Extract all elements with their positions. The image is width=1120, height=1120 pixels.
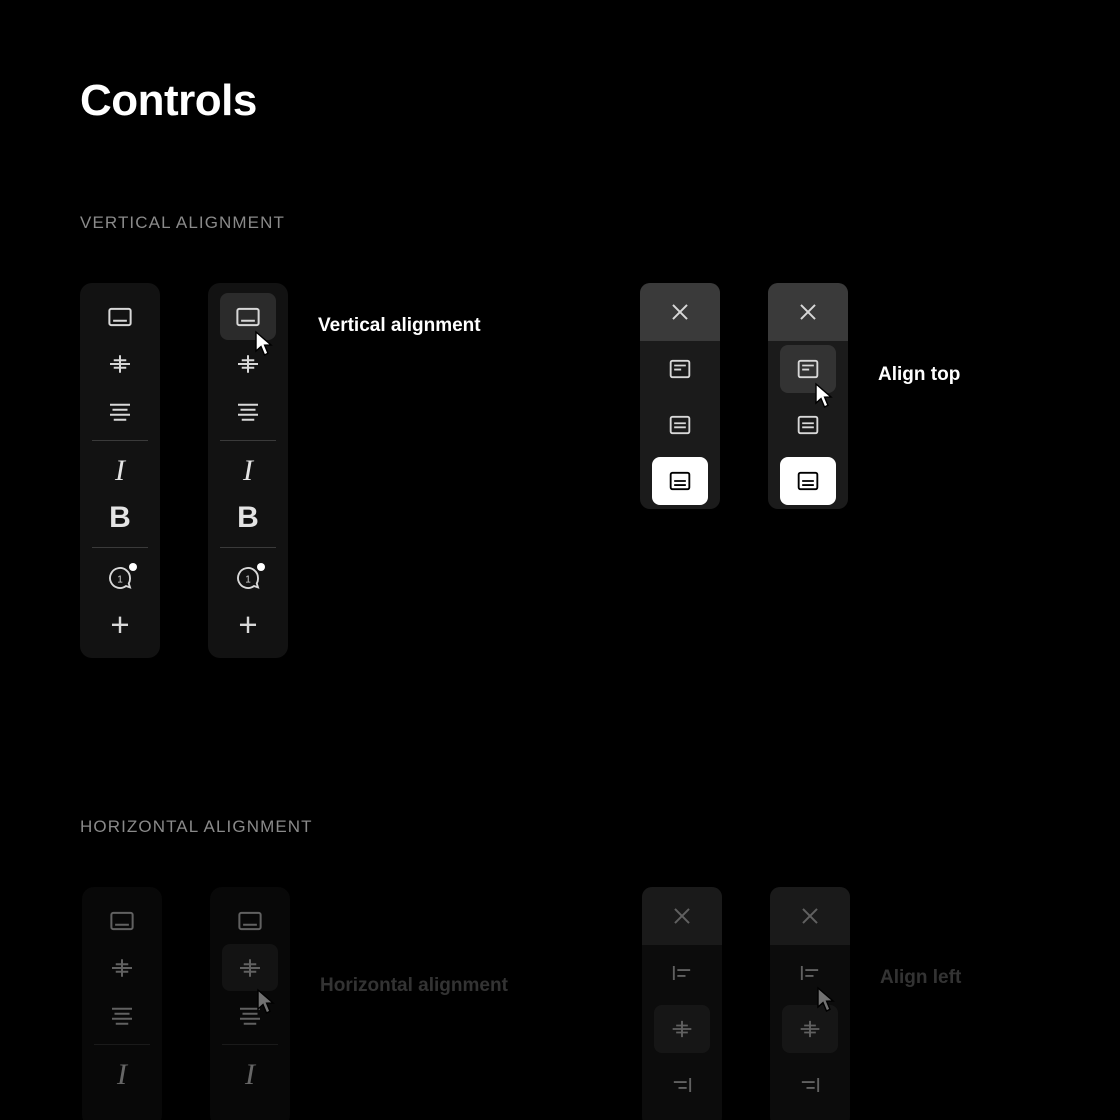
text-align-icon [107, 1000, 137, 1030]
menu-close-button[interactable] [770, 887, 850, 945]
toolbar-divider [92, 440, 148, 441]
toolbar-item-comment[interactable] [220, 554, 276, 601]
toolbar-vertical-resting [80, 283, 160, 658]
italic-icon: I [115, 453, 125, 487]
italic-icon: I [245, 1057, 255, 1091]
add-icon: + [110, 606, 130, 643]
align-center-horizontal-icon [107, 953, 137, 983]
align-center-horizontal-icon [105, 349, 135, 379]
toolbar-item-italic[interactable] [220, 447, 276, 494]
menu-item-align-middle[interactable] [652, 401, 708, 449]
menu-item-align-center[interactable] [782, 1005, 838, 1053]
align-bottom-icon [235, 906, 265, 936]
caption-align-top: Align top [878, 364, 961, 385]
toolbar-item-align-center-horizontal[interactable] [222, 944, 278, 991]
italic-icon: I [243, 453, 253, 487]
align-center-horizontal-icon [235, 953, 265, 983]
toolbar-item-bold[interactable] [92, 494, 148, 541]
toolbar-item-add[interactable] [92, 601, 148, 648]
menu-item-align-top[interactable] [652, 345, 708, 393]
menu-item-align-bottom[interactable] [652, 457, 708, 505]
toolbar-item-align-bottom[interactable] [220, 293, 276, 340]
caption-vertical-alignment: Vertical alignment [318, 315, 481, 336]
menu-item-align-left[interactable] [782, 949, 838, 997]
toolbar-horizontal-resting [82, 887, 162, 1120]
align-bottom-icon [794, 467, 822, 495]
align-middle-icon [666, 411, 694, 439]
align-right-icon [668, 1071, 696, 1099]
comment-badge-dot [129, 563, 137, 571]
menu-item-align-middle[interactable] [780, 401, 836, 449]
menu-horizontal-alignment-resting [642, 887, 722, 1120]
align-center-icon [668, 1015, 696, 1043]
menu-item-align-bottom[interactable] [780, 457, 836, 505]
align-top-icon [666, 355, 694, 383]
toolbar-item-align-center-horizontal[interactable] [94, 944, 150, 991]
align-bottom-icon [105, 302, 135, 332]
menu-item-align-center[interactable] [654, 1005, 710, 1053]
bold-icon: B [109, 500, 131, 534]
section-label-horizontal: HORIZONTAL ALIGNMENT [80, 817, 313, 836]
align-bottom-icon [666, 467, 694, 495]
add-icon: + [238, 606, 258, 643]
menu-vertical-alignment-resting [640, 283, 720, 509]
align-middle-icon [794, 411, 822, 439]
italic-icon: I [117, 1057, 127, 1091]
toolbar-divider [220, 547, 276, 548]
close-icon [797, 903, 823, 929]
close-icon [669, 903, 695, 929]
menu-horizontal-alignment-hovered [770, 887, 850, 1120]
align-bottom-icon [233, 302, 263, 332]
menu-close-button[interactable] [768, 283, 848, 341]
text-align-icon [235, 1000, 265, 1030]
toolbar-item-align-center-horizontal[interactable] [92, 340, 148, 387]
toolbar-item-italic[interactable] [222, 1051, 278, 1098]
toolbar-item-add[interactable] [220, 601, 276, 648]
toolbar-item-text-align[interactable] [220, 387, 276, 434]
toolbar-item-align-center-horizontal[interactable] [220, 340, 276, 387]
align-center-icon [796, 1015, 824, 1043]
toolbar-divider [220, 440, 276, 441]
align-left-icon [668, 959, 696, 987]
toolbar-vertical-hovered [208, 283, 288, 658]
menu-item-align-right[interactable] [782, 1061, 838, 1109]
section-label-vertical: VERTICAL ALIGNMENT [80, 213, 285, 232]
toolbar-item-text-align[interactable] [92, 387, 148, 434]
menu-item-align-right[interactable] [654, 1061, 710, 1109]
menu-vertical-alignment-hovered [768, 283, 848, 509]
align-bottom-icon [107, 906, 137, 936]
toolbar-item-text-align[interactable] [222, 991, 278, 1038]
toolbar-divider [94, 1044, 150, 1045]
toolbar-item-italic[interactable] [94, 1051, 150, 1098]
close-icon [795, 299, 821, 325]
toolbar-horizontal-hovered [210, 887, 290, 1120]
toolbar-item-align-bottom[interactable] [94, 897, 150, 944]
menu-close-button[interactable] [642, 887, 722, 945]
toolbar-divider [222, 1044, 278, 1045]
toolbar-item-align-bottom[interactable] [92, 293, 148, 340]
bold-icon: B [237, 500, 259, 534]
text-align-icon [105, 396, 135, 426]
menu-close-button[interactable] [640, 283, 720, 341]
menu-item-align-top[interactable] [780, 345, 836, 393]
align-top-icon [794, 355, 822, 383]
align-left-icon [796, 959, 824, 987]
align-center-horizontal-icon [233, 349, 263, 379]
text-align-icon [233, 396, 263, 426]
toolbar-item-align-bottom[interactable] [222, 897, 278, 944]
toolbar-item-comment[interactable] [92, 554, 148, 601]
svg-text:1: 1 [245, 573, 251, 585]
svg-text:1: 1 [117, 573, 123, 585]
toolbar-item-text-align[interactable] [94, 991, 150, 1038]
toolbar-divider [92, 547, 148, 548]
toolbar-item-italic[interactable] [92, 447, 148, 494]
menu-item-align-left[interactable] [654, 949, 710, 997]
toolbar-item-bold[interactable] [220, 494, 276, 541]
caption-align-left: Align left [880, 967, 962, 988]
comment-badge-dot [257, 563, 265, 571]
page-title: Controls [80, 76, 257, 125]
caption-horizontal-alignment: Horizontal alignment [320, 975, 508, 996]
align-right-icon [796, 1071, 824, 1099]
close-icon [667, 299, 693, 325]
